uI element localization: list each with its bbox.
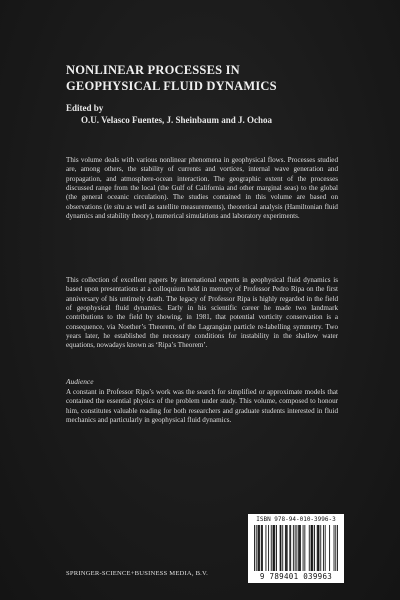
barcode-bar <box>290 525 291 571</box>
barcode-bar <box>323 525 324 571</box>
barcode-bar <box>325 525 326 571</box>
title-line-2: GEOPHYSICAL FLUID DYNAMICS <box>66 79 277 93</box>
barcode-bar <box>337 525 338 571</box>
paragraph-1-part-a: This volume deals with various nonlinear phenomena in geophysical flows. Processes studied are, among others, the stability of currents and vortices, internal wave generation and propagation, and atmosphere-ocean interaction. The geographic extent of the processes discussed range from the local (the Gulf of California and other marginal seas) to the global (the general oceanic circulation). The studies contained in this volume are based on observations ( <box>66 156 338 211</box>
barcode-bar <box>303 525 304 571</box>
barcode-bar <box>286 525 287 571</box>
barcode-bar <box>319 525 320 571</box>
publisher-name: SPRINGER-SCIENCE+BUSINESS MEDIA, B.V. <box>66 570 208 577</box>
barcode-bar <box>268 525 269 571</box>
barcode-bar <box>293 525 294 571</box>
barcode-bars <box>254 525 338 571</box>
barcode-bar <box>271 525 272 571</box>
barcode-bar <box>273 525 274 571</box>
barcode-bar <box>261 525 262 571</box>
isbn-text: ISBN 978-94-010-3996-3 <box>256 516 336 523</box>
barcode-bar <box>309 525 310 571</box>
barcode-bar <box>276 525 277 571</box>
barcode-bar <box>259 525 260 571</box>
barcode-bar <box>281 525 282 571</box>
barcode-bar <box>298 525 299 571</box>
barcode-bar <box>314 525 315 571</box>
isbn-barcode <box>248 514 344 583</box>
barcode-bar <box>318 525 319 571</box>
barcode-bar <box>295 525 296 571</box>
edited-by-label: Edited by <box>66 103 104 113</box>
book-title <box>66 62 366 94</box>
barcode-bar <box>300 525 301 571</box>
paragraph-1-in-situ: in situ <box>106 202 125 211</box>
barcode-bar <box>329 525 330 571</box>
barcode-bar <box>282 525 283 571</box>
editors-names: O.U. Velasco Fuentes, J. Sheinbaum and J. Ochoa <box>81 115 273 125</box>
description-paragraph-2: This collection of excellent papers by international experts in geophysical fluid dynamics is based upon presentations at a colloquium held in memory of Professor Pedro Ripa on the first anniversary of his untimely death. The legacy of Professor Ripa is highly regarded in the field of geophysical fluid dynamics. Early in his scientific career he made two landmark contributions to the field by showing, in 1981, that potential vorticity conservation is a consequence, via Noether’s Theorem, of the Lagrangian particle re-labelling symmetry. Two years later, he established the necessary conditions for instability in the shallow water equations, nowadays known as ‘Ripa’s Theorem’. <box>66 276 338 350</box>
barcode-bar <box>262 525 263 571</box>
ean-digits: 9 789401 039963 <box>259 572 333 581</box>
barcode-bar <box>273 525 274 571</box>
barcode-bar <box>335 525 336 571</box>
barcode-bar <box>296 525 297 571</box>
barcode-bar <box>256 525 257 571</box>
barcode-bar <box>274 525 275 571</box>
title-line-1: NONLINEAR PROCESSES IN <box>66 63 240 77</box>
barcode-bar <box>312 525 313 571</box>
barcode-bar <box>334 525 335 571</box>
description-paragraph-1 <box>66 156 338 221</box>
barcode-bar <box>265 525 266 571</box>
barcode-bar <box>304 525 305 571</box>
barcode-bar <box>289 525 290 571</box>
description-paragraph-3: A constant in Professor Ripa’s work was the search for simplified or approximate models that contained the essential physics of the problem under study. This volume, composed to honour him, constitutes valuable reading for both researchers and graduate students interested in fluid mechanics and particularly in geophysical fluid dynamics. <box>66 388 338 425</box>
barcode-bar <box>299 525 300 571</box>
paragraph-1-part-b: as well as satellite measurements), theoretical analysis (Hamiltonian fluid dynamics and stability theory), numerical simulations and laboratory experiments. <box>66 202 338 221</box>
barcode-bar <box>320 525 321 571</box>
barcode-bar <box>285 525 286 571</box>
barcode-bar <box>258 525 259 571</box>
barcode-bar <box>254 525 255 571</box>
barcode-bar <box>311 525 312 571</box>
barcode-bar <box>280 525 281 571</box>
barcode-bar <box>258 525 259 571</box>
barcode-bar <box>287 525 288 571</box>
barcode-bar <box>317 525 318 571</box>
audience-heading: Audience <box>66 377 94 386</box>
barcode-bar <box>311 525 312 571</box>
